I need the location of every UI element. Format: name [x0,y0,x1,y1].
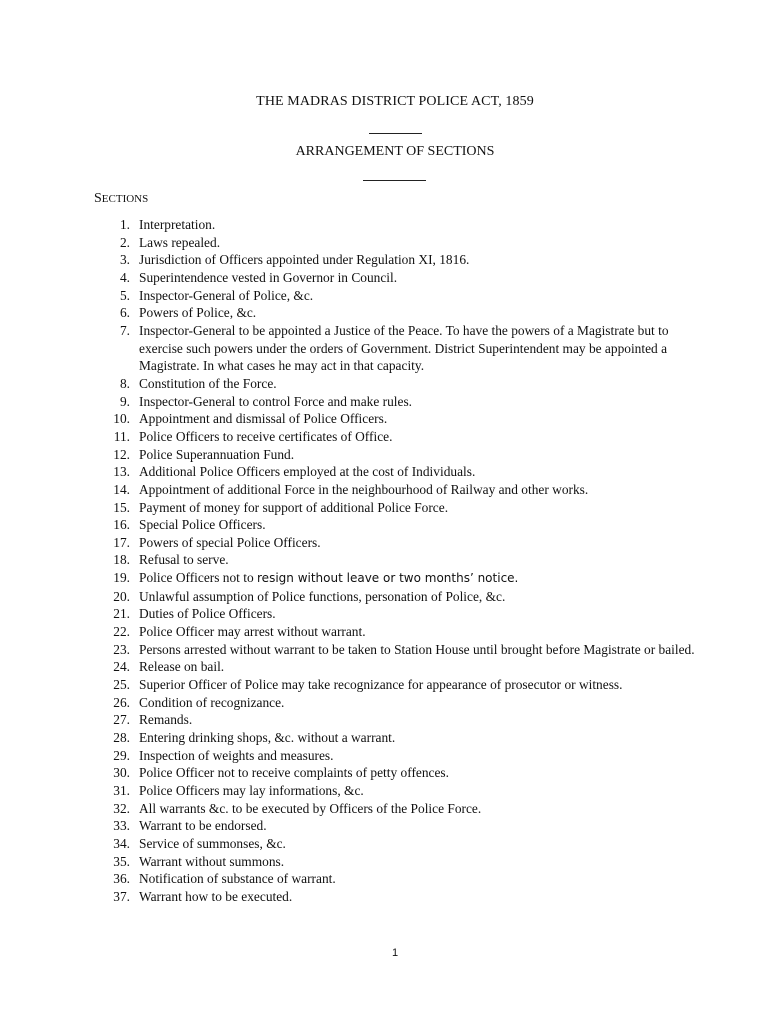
sections-heading-initial: S [94,191,102,206]
section-item [0,216,768,234]
section-title [139,499,708,517]
section-number: 29. [113,747,130,763]
section-number: 11. [113,428,130,444]
sections-list [0,216,768,906]
page-number: 1 [391,947,399,959]
section-title-text: Interpretation. [139,217,216,232]
section-item [0,287,768,305]
section-item [0,641,768,659]
subtitle-divider [363,180,426,181]
section-title-text: Appointment of additional Force in the neighbourhood of Railway and other works. [139,481,589,497]
section-number: 30. [113,765,130,781]
section-item [0,481,768,499]
section-number: 6. [119,305,130,321]
section-item [0,251,768,269]
section-title-text: Powers of special Police Officers. [139,534,321,550]
section-title-text: Refusal to serve. [139,552,229,568]
section-number: 10. [113,411,130,427]
section-item [0,817,768,835]
section-item [0,853,768,871]
section-title [139,711,708,729]
section-title [139,251,708,269]
section-title-text: Inspector-General to control Force and make rules. [139,393,413,409]
section-title-text: Additional Police Officers employed at the cost of Individuals. [139,464,476,480]
section-title [139,588,708,606]
section-title [139,216,708,234]
section-number: 19. [113,570,130,586]
section-number: 9. [119,393,130,409]
section-item [0,375,768,393]
section-item [0,516,768,534]
title-divider [369,133,422,134]
section-item [0,623,768,641]
section-title [139,764,708,782]
section-number: 34. [113,835,130,851]
section-number: 7. [119,322,130,338]
section-title-text: Payment of money for support of additional Police Force. [139,499,449,515]
section-title [139,463,708,481]
section-number: 32. [113,800,130,816]
section-item [0,534,768,552]
section-title-text: Release on bail. [139,659,225,675]
section-number: 35. [113,853,130,869]
sections-heading [94,191,148,207]
section-number: 12. [113,446,130,462]
document-subtitle: ARRANGEMENT OF SECTIONS [295,144,495,159]
section-title-text: Superior Officer of Police may take recognizance for appearance of prosecutor or witness. [139,677,623,693]
section-title-text: Police Officers may lay informations, &c. [139,783,364,798]
section-item [0,446,768,464]
section-number: 13. [113,464,130,480]
section-number: 16. [113,517,130,533]
section-item [0,800,768,818]
section-title [139,304,708,322]
section-item [0,711,768,729]
section-title [139,534,708,552]
section-title [139,481,708,499]
section-title-text-alt: resign without leave or two months’ notice. [257,571,519,586]
section-title-text: Powers of Police, &c. [139,305,257,321]
section-title [139,428,708,446]
section-item [0,304,768,322]
section-title-text: Constitution of the Force. [139,375,277,391]
section-number: 27. [113,712,130,728]
section-title-text: Warrant without summons. [139,853,285,869]
section-title-text: Appointment and dismissal of Police Officers. [139,411,388,427]
sections-heading-rest: ECTIONS [101,193,149,205]
section-title [139,641,708,659]
section-title-text: All warrants &c. to be executed by Officers of the Police Force. [139,800,482,816]
section-number: 36. [113,871,130,887]
section-number: 15. [113,499,130,515]
section-title [139,605,708,623]
section-title-text: Police Officers to receive certificates of Office. [139,428,393,444]
section-title [139,888,708,906]
section-title [139,287,708,305]
section-number: 20. [113,588,130,604]
section-title [139,516,708,534]
section-title-text: Service of summonses, &c. [139,835,286,851]
section-title-text: Persons arrested without warrant to be taken to Station House until brought before Magistrate or bailed. [139,641,695,657]
section-title [139,322,708,375]
section-title-text: Entering drinking shops, &c. without a warrant. [139,730,396,746]
section-number: 1. [119,217,130,232]
section-item [0,551,768,569]
section-title [139,800,708,818]
section-item [0,499,768,517]
section-title [139,375,708,393]
section-title [139,694,708,712]
section-item [0,747,768,765]
section-item [0,322,768,375]
section-title-text: Warrant to be endorsed. [139,818,267,834]
section-item [0,269,768,287]
section-title [139,817,708,835]
section-title-text: Police Officer may arrest without warrant. [139,624,366,640]
section-item [0,835,768,853]
section-number: 23. [113,641,130,657]
section-number: 3. [119,252,130,268]
section-title-text: Superintendence vested in Governor in Council. [139,269,398,285]
section-title-text: Inspection of weights and measures. [139,747,334,763]
section-number: 26. [113,694,130,710]
section-item [0,764,768,782]
section-title [139,623,708,641]
section-title-text: Special Police Officers. [139,517,266,533]
section-title [139,853,708,871]
section-number: 28. [113,730,130,746]
section-title-text: Laws repealed. [139,234,221,250]
section-title-text: Notification of substance of warrant. [139,871,336,887]
section-item [0,605,768,623]
section-number: 25. [113,677,130,693]
section-number: 22. [113,624,130,640]
section-number: 33. [113,818,130,834]
section-title-text: Warrant how to be executed. [139,888,293,904]
section-title [139,551,708,569]
section-number: 24. [113,659,130,675]
document-title: THE MADRAS DISTRICT POLICE ACT, 1859 [256,94,534,109]
section-number: 14. [113,481,130,497]
section-title-text: Remands. [139,712,193,728]
section-item [0,410,768,428]
section-number: 17. [113,534,130,550]
section-title [139,234,708,252]
section-title-text: Duties of Police Officers. [139,606,276,622]
section-title [139,393,708,411]
section-number: 5. [119,287,130,303]
section-title-text: Jurisdiction of Officers appointed under Regulation XI, 1816. [139,252,470,268]
section-title-text: Police Officers not to [139,570,258,586]
section-title-text: Inspector-General to be appointed a Justice of the Peace. To have the powers of a Magistrate but to exercise such powers under the orders of Government. District Superintendent may be appointed a Magistrate. In what cases he may act in that capacity. [139,322,669,374]
section-item [0,393,768,411]
section-title [139,835,708,853]
section-number: 8. [119,375,130,391]
section-item [0,694,768,712]
section-item [0,463,768,481]
section-number: 18. [113,552,130,568]
section-item [0,676,768,694]
section-number: 2. [119,234,130,250]
section-item [0,729,768,747]
section-title [139,747,708,765]
section-item [0,782,768,800]
section-title-text: Unlawful assumption of Police functions, personation of Police, &c. [139,588,506,604]
section-number: 37. [113,888,130,904]
section-item [0,888,768,906]
section-item [0,658,768,676]
section-item [0,234,768,252]
section-item [0,588,768,606]
section-title [139,658,708,676]
section-title-text: Condition of recognizance. [139,694,285,710]
section-title [139,782,708,800]
section-number: 21. [113,606,130,622]
section-title [139,729,708,747]
section-title-text: Police Officer not to receive complaints of petty offences. [139,765,449,781]
section-title [139,269,708,287]
section-item [0,870,768,888]
section-number: 31. [113,783,130,798]
section-title-text: Inspector-General of Police, &c. [139,287,314,303]
section-item [0,428,768,446]
section-title [139,410,708,428]
section-item [0,569,768,588]
section-title-text: Police Superannuation Fund. [139,446,295,462]
section-title [139,870,708,888]
section-title [139,569,708,588]
section-title [139,676,708,694]
section-title [139,446,708,464]
section-number: 4. [119,269,130,285]
